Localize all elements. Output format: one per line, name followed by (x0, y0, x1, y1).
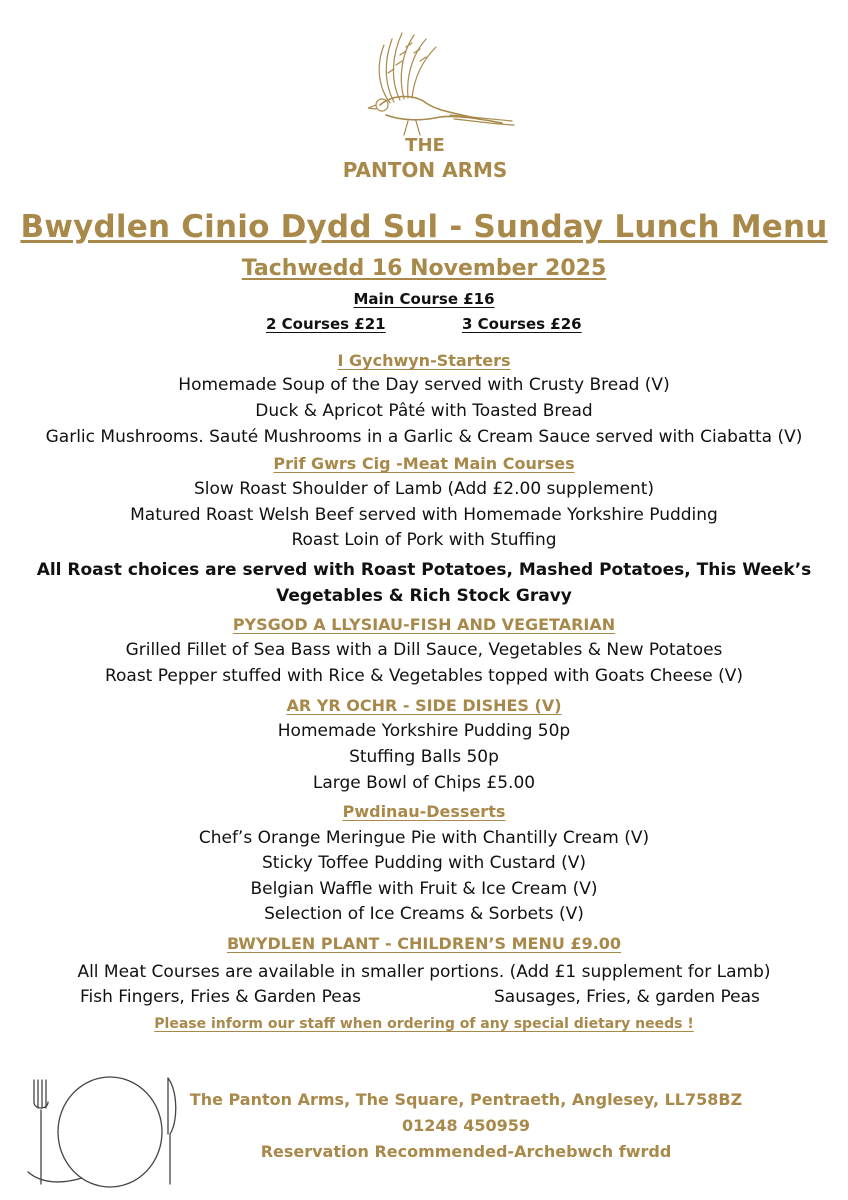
fish-veg-item: Grilled Fillet of Sea Bass with a Dill Sauce, Vegetables & New Potatoes (125, 640, 723, 660)
fish-veg-heading: PYSGOD A LLYSIAU-FISH AND VEGETARIAN (232, 615, 616, 634)
three-courses-price: 3 Courses £26 (462, 315, 582, 333)
pheasant-icon (330, 25, 520, 190)
menu-date: Tachwedd 16 November 2025 (241, 256, 607, 281)
starters-heading: I Gychwyn-Starters (337, 351, 511, 370)
logo-line1: THE (405, 135, 445, 156)
dietary-note: Please inform our staff when ordering of any special dietary needs ! (154, 1016, 694, 1032)
fish-veg-item: Roast Pepper stuffed with Rice & Vegetables topped with Goats Cheese (V) (104, 666, 744, 686)
starter-item: Duck & Apricot Pâté with Toasted Bread (255, 401, 593, 421)
side-item: Homemade Yorkshire Pudding 50p (277, 721, 571, 741)
children-heading: BWYDLEN PLANT - CHILDREN’S MENU £9.00 (226, 934, 622, 953)
meat-main-item: Matured Roast Welsh Beef served with Homemade Yorkshire Pudding (130, 505, 718, 525)
sides-heading: AR YR OCHR - SIDE DISHES (V) (286, 696, 562, 715)
children-note: All Meat Courses are available in smaller portions. (Add £1 supplement for Lamb) (77, 962, 771, 982)
meat-main-item: Roast Loin of Pork with Stuffing (291, 530, 557, 550)
meat-mains-heading: Prif Gwrs Cig -Meat Main Courses (273, 454, 575, 473)
footer-address: The Panton Arms, The Square, Pentraeth, Anglesey, LL758BZ (189, 1090, 743, 1109)
menu-title: Bwydlen Cinio Dydd Sul - Sunday Lunch Menu (20, 209, 828, 245)
children-option-right: Sausages, Fries, & garden Peas (494, 987, 760, 1007)
dessert-item: Chef’s Orange Meringue Pie with Chantilly Cream (V) (198, 828, 650, 848)
side-item: Large Bowl of Chips £5.00 (312, 773, 536, 793)
two-courses-price: 2 Courses £21 (266, 315, 386, 333)
dessert-item: Sticky Toffee Pudding with Custard (V) (262, 853, 586, 873)
dessert-item: Belgian Waffle with Fruit & Ice Cream (V) (250, 879, 598, 899)
plate-cutlery-icon (22, 1072, 192, 1192)
main-course-price: Main Course £16 (353, 290, 495, 308)
footer-reservation: Reservation Recommended-Archebwch fwrdd (260, 1142, 672, 1161)
roast-note: All Roast choices are served with Roast Potatoes, Mashed Potatoes, This Week’s (36, 560, 812, 580)
children-option-left: Fish Fingers, Fries & Garden Peas (80, 987, 361, 1007)
logo-line2: PANTON ARMS (342, 158, 508, 182)
starter-item: Homemade Soup of the Day served with Crusty Bread (V) (178, 375, 670, 395)
meat-main-item: Slow Roast Shoulder of Lamb (Add £2.00 supplement) (193, 479, 655, 499)
starter-item: Garlic Mushrooms. Sauté Mushrooms in a Garlic & Cream Sauce served with Ciabatta (V) (45, 427, 803, 447)
footer-phone: 01248 450959 (401, 1116, 531, 1135)
dessert-item: Selection of Ice Creams & Sorbets (V) (264, 904, 584, 924)
roast-note: Vegetables & Rich Stock Gravy (276, 586, 572, 606)
desserts-heading: Pwdinau-Desserts (342, 802, 506, 821)
side-item: Stuffing Balls 50p (349, 747, 499, 767)
